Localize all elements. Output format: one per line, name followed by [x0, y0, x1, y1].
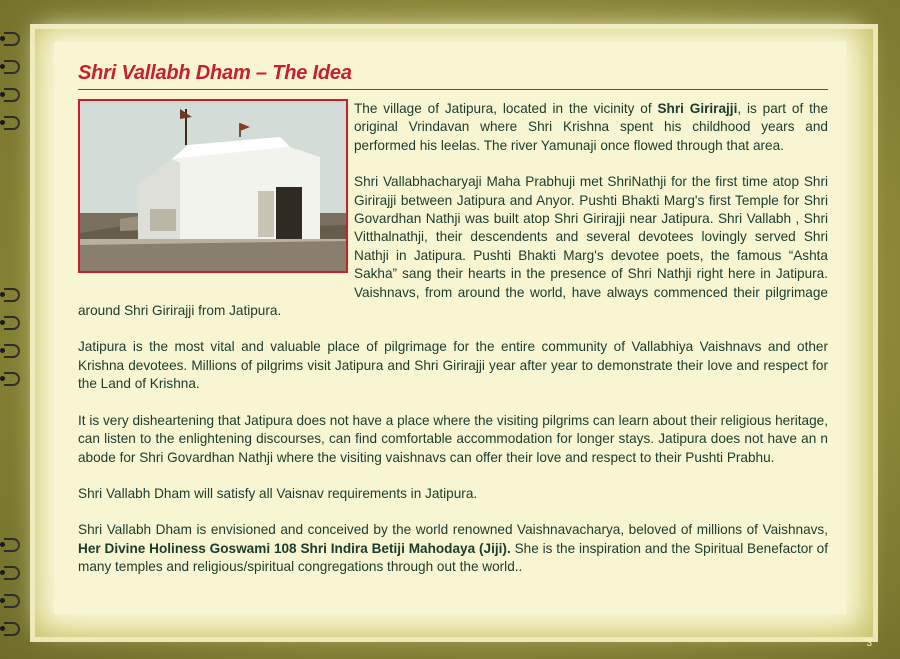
- spiral-binding: [0, 0, 26, 659]
- paragraph-satisfy: Shri Vallabh Dham will satisfy all Vaisnav requirements in Jatipura.: [78, 485, 478, 501]
- binding-ring: [4, 88, 20, 102]
- binding-ring: [4, 566, 20, 580]
- binding-ring: [4, 622, 20, 636]
- binding-ring: [4, 60, 20, 74]
- paragraph-history: Shri Vallabhacharyaji Maha Prabhuji met ShriNathji for the first time atop Shri Girirajji between Jatipura and Anyor. Pushti Bhakti Marg's first Temple for Shri Govardhan Nathji was built atop Shri Girirajji near Jatipura. Shri Vallabh , Shri Vitthalnathji, their descendents and several devotees lovingly served Shri Nathji in Jatipura. Pushti Bhakti Marg's devotee poets, the famous “Ashta Sakha” sang their hearts in the presence of Shri Nathji right here in Jatipura. Vaishnavs, from around the world, have always commenced their pilgrimage around Shri Girirajji from Jatipura.: [78, 174, 828, 319]
- article-body: [78, 100, 828, 595]
- paragraph-benefactor: [78, 521, 828, 576]
- title-underline: [78, 89, 828, 90]
- paragraph-benefactor-bold: Her Divine Holiness Goswami 108 Shri Indira Betiji Mahodaya (Jiji).: [78, 540, 511, 556]
- paragraph-village-rest: , is part of the original Vrindavan where Shri Krishna spent his childhood years and performed his leelas. The river Yamunaji once flowed through that area.: [354, 101, 829, 153]
- page-number: 3: [866, 638, 872, 649]
- paragraph-pilgrimage: Jatipura is the most vital and valuable place of pilgrimage for the entire community of Vallabhiya Vaishnavs and other Krishna devotees. Millions of pilgrims visit Jatipura and Shri Girirajji year after year to demonstrate their love and respect for the Land of Krishna.: [78, 339, 828, 392]
- binding-ring: [4, 594, 20, 608]
- paragraph-village-intro: The village of Jatipura, located in the vicinity of: [354, 101, 658, 116]
- paragraph-village-bold: Shri Girirajji: [657, 101, 738, 116]
- paragraph-benefactor-rest: She is the inspiration and the Spiritual Benefactor of many temples and religious/spiritual congregations through out the world..: [78, 540, 828, 575]
- binding-ring: [4, 372, 20, 386]
- binding-ring: [4, 316, 20, 330]
- binding-ring: [4, 344, 20, 358]
- paragraph-need: It is very disheartening that Jatipura does not have a place where the visiting pilgrims can learn about their religious heritage, can listen to the enlightening discourses, can find comfortable accommodation for longer stays. Jatipura does not have an n abode for Shri Govardhan Nathji where the visiting vaishnavs can offer their love and respect to their Pushti Prabhu.: [78, 412, 828, 465]
- photo-wrap-space: [78, 100, 354, 290]
- binding-ring: [4, 288, 20, 302]
- paragraph-benefactor-intro: Shri Vallabh Dham is envisioned and conceived by the world renowned Vaishnavacharya, beloved of millions of Vaishnavs,: [78, 522, 828, 538]
- binding-ring: [4, 538, 20, 552]
- binding-ring: [4, 32, 20, 46]
- binding-ring: [4, 116, 20, 130]
- page-title: Shri Vallabh Dham – The Idea: [78, 62, 352, 84]
